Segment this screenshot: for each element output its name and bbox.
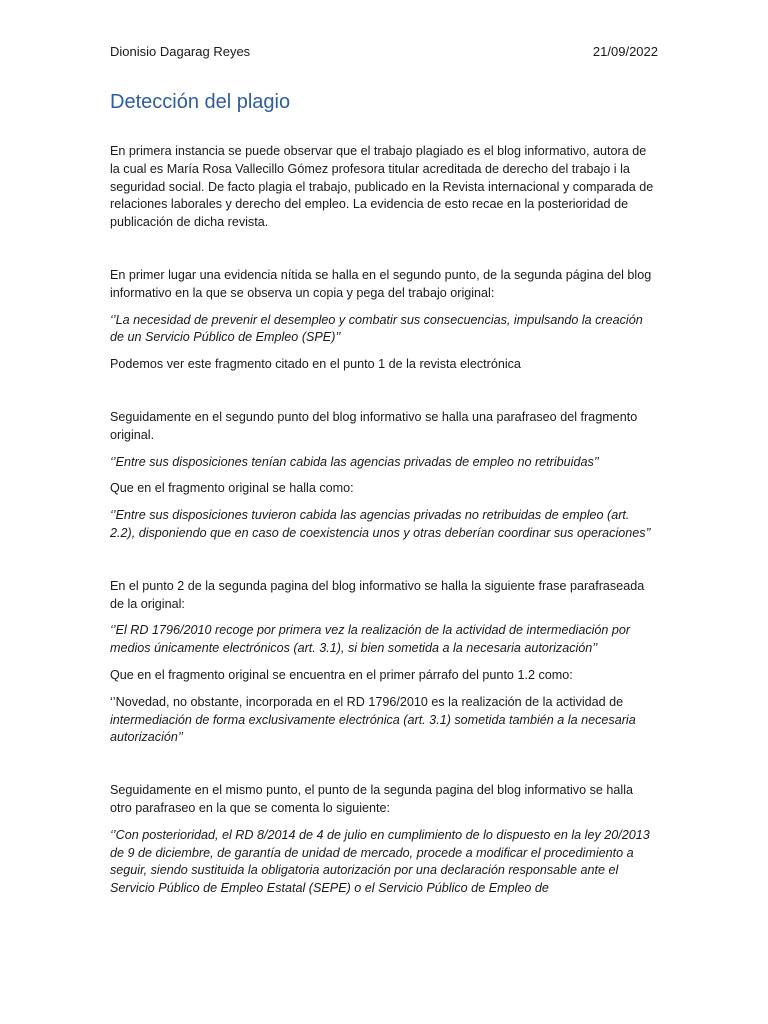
- quote-5-rest: intermediación de forma exclusivamente electrónica (art. 3.1) sometida también a la necesaria autorización’’: [110, 712, 636, 745]
- paragraph-evidence-4: Seguidamente en el mismo punto, el punto de la segunda pagina del blog informativo se halla otro parafraseo en la que se comenta lo siguiente:: [110, 783, 633, 815]
- quote-6: ‘’Con posterioridad, el RD 8/2014 de 4 de julio en cumplimiento de lo dispuesto en la ley 20/2013 de 9 de diciembre, de garantía de unidad de mercado, procede a modificar el procedimiento a seguir, siendo sustituida la obligatoria autorización por una declaración responsable ante el Servicio Público de Empleo Estatal (SEPE) o el Servicio Público de Empleo de: [110, 827, 650, 896]
- paragraph-original-3: Que en el fragmento original se encuentra en el primer párrafo del punto 1.2 como:: [110, 667, 573, 682]
- page-header: [110, 43, 658, 61]
- paragraph-evidence-1: En primer lugar una evidencia nítida se halla en el segundo punto, de la segunda página del blog informativo en la que se observa un copia y pega del trabajo original:: [110, 267, 652, 300]
- quote-5-start: ‘’Novedad, no obstante, incorporada en el RD 1796/2010 es la realización de la actividad de: [110, 694, 624, 709]
- document-date: 21/09/2022: [592, 44, 658, 59]
- quote-4: ‘’El RD 1796/2010 recoge por primera vez la realización de la actividad de intermediación por medios únicamente electrónicos (art. 3.1), si bien sometida a la necesaria autorización’’: [110, 623, 631, 656]
- quote-1: ‘’La necesidad de prevenir el desempleo y combatir sus consecuencias, impulsando la creación de un Servicio Público de Empleo (SPE)’’: [110, 312, 643, 345]
- author-name: Dionisio Dagarag Reyes: [110, 44, 251, 59]
- paragraph-intro: En primera instancia se puede observar que el trabajo plagiado es el blog informativo, autora de la cual es María Rosa Vallecillo Gómez profesora titular acreditada de derecho del trabajo i la seguridad social. De facto plagia el trabajo, publicado en la Revista internacional y comparada de relaciones laborales y derecho del empleo. La evidencia de esto recae en la posterioridad de publicación de dicha revista.: [110, 144, 654, 230]
- quote-5: [110, 694, 658, 747]
- paragraph-original-2: Que en el fragmento original se halla como:: [110, 481, 354, 496]
- paragraph-citation-1: Podemos ver este fragmento citado en el punto 1 de la revista electrónica: [110, 357, 521, 372]
- quote-2: ‘’Entre sus disposiciones tenían cabida las agencias privadas de empleo no retribuidas’’: [110, 454, 599, 469]
- document-body: [110, 143, 658, 898]
- paragraph-evidence-3: En el punto 2 de la segunda pagina del blog informativo se halla la siguiente frase parafraseada de la original:: [110, 578, 645, 611]
- page-title: Detección del plagio: [110, 91, 291, 113]
- paragraph-evidence-2: Seguidamente en el segundo punto del blog informativo se halla una parafraseo del fragmento original.: [110, 409, 638, 442]
- quote-3: ‘’Entre sus disposiciones tuvieron cabida las agencias privadas no retribuidas de empleo (art. 2.2), disponiendo que en caso de coexistencia unos y otras deberían coordinar sus operaciones’’: [110, 508, 651, 540]
